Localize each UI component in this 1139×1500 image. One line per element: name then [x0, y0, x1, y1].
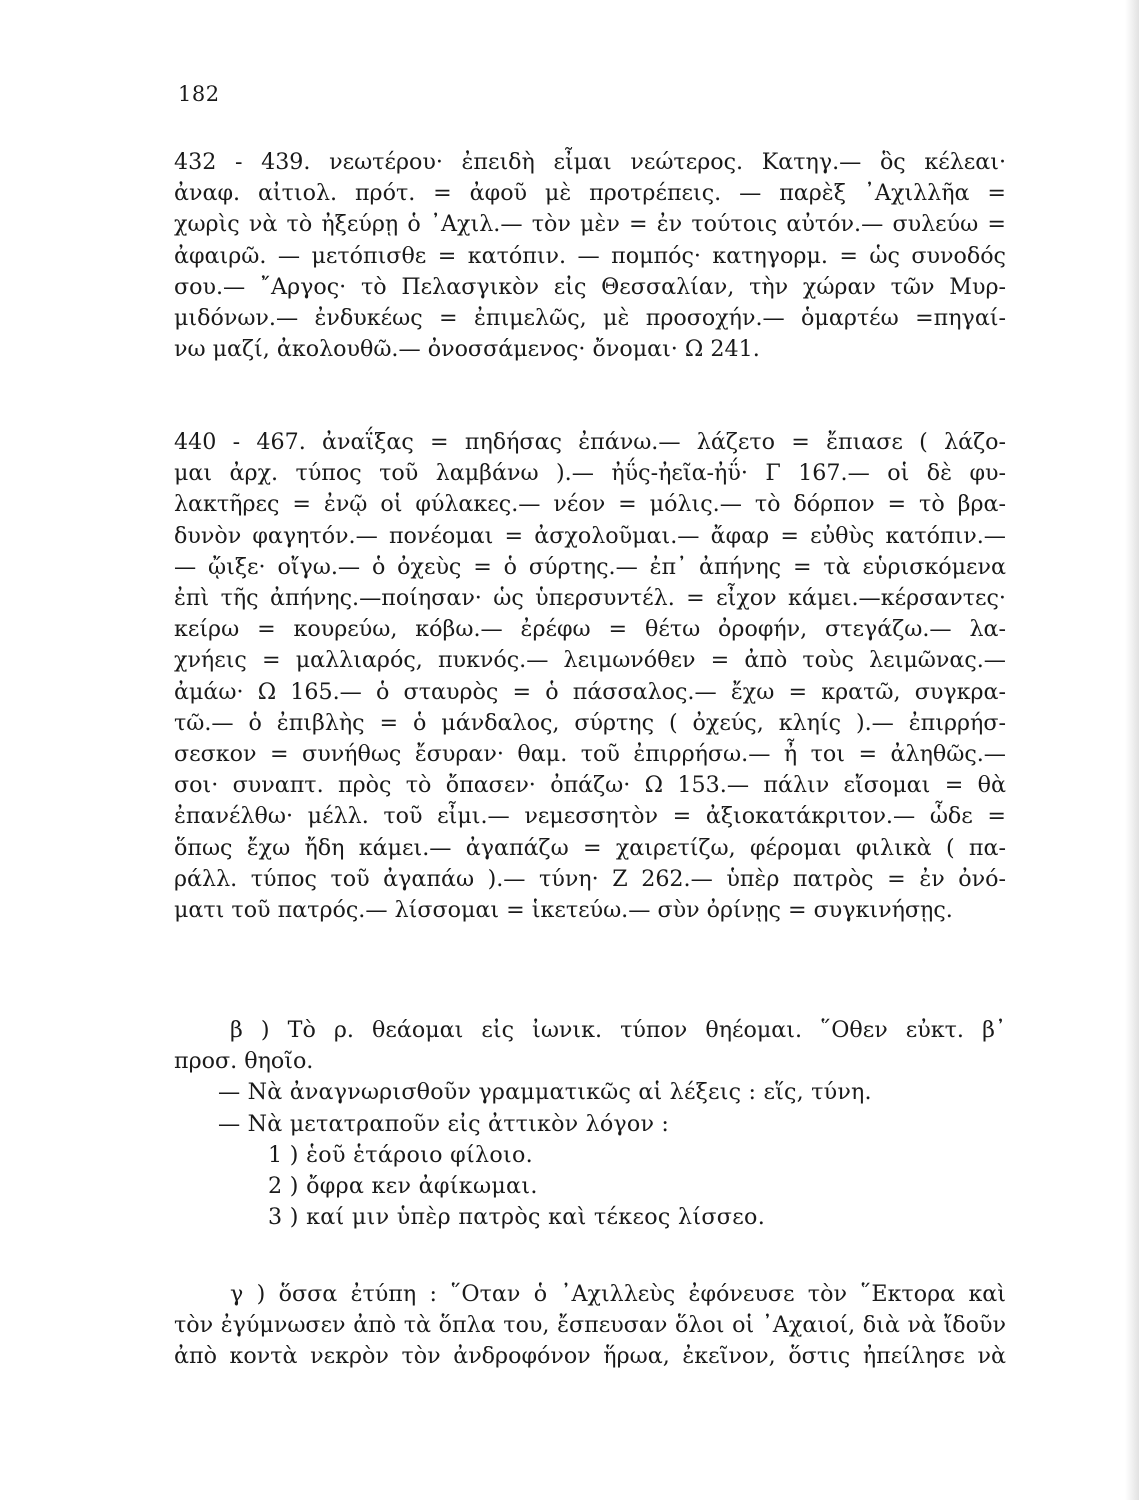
text-line: λακτῆρες = ἐνῷ οἱ φύλακες.— νέον = μόλις.— τὸ δόρπον = τὸ βρα- [174, 491, 1006, 518]
text-line: ἀπὸ κοντὰ νεκρὸν τὸν ἀνδροφόνον ἥρωα, ἐκεῖνον, ὅστις ἠπείλησε νὰ [174, 1343, 1006, 1370]
text-line: νω μαζί, ἀκολουθῶ.— ὀνοσσάμενος· ὄνομαι· Ω 241. [174, 336, 760, 363]
exercise-instruction: — Νὰ ἀναγνωρισθοῦν γραμματικῶς αἱ λέξεις : εἵς, τύνη. [218, 1079, 872, 1106]
text-line: ὅπως ἔχω ἤδη κάμει.— ἀγαπάζω = χαιρετίζω, φέρομαι φιλικὰ ( πα- [174, 834, 1006, 861]
exercise-gamma [174, 1279, 1006, 1373]
text-line: ματι τοῦ πατρός.— λίσσομαι = ἱκετεύω.— σὺν ὀρίνῃς = συγκινήσῃς. [174, 897, 953, 924]
exercise-instruction: — Νὰ μετατραποῦν εἰς ἀττικὸν λόγον : [218, 1110, 670, 1137]
text-line: προσ. θηοῖο. [174, 1048, 314, 1075]
text-line: σου.— ῎Αργος· τὸ Πελασγικὸν εἰς Θεσσαλίαν, τὴν χώραν τῶν Μυρ- [174, 273, 1006, 300]
text-line: χωρὶς νὰ τὸ ἠξεύρῃ ὁ ᾿Αχιλ.— τὸν μὲν = ἐν τούτοις αὐτόν.— συλεύω = [174, 211, 1006, 238]
page-number: 182 [178, 82, 220, 106]
text-line: κείρω = κουρεύω, κόβω.— ἐρέφω = θέτω ὀροφήν, στεγάζω.— λα- [174, 616, 1006, 643]
text-line: ἀμάω· Ω 165.— ὁ σταυρὸς = ὁ πάσσαλος.— ἔχω = κρατῶ, συγκρα- [174, 678, 1006, 705]
exercise-beta [174, 1015, 1006, 1233]
text-line: ράλλ. τύπος τοῦ ἀγαπάω ).— τύνη· Ζ 262.— ὑπὲρ πατρὸς = ἐν ὀνό- [174, 865, 1006, 892]
commentary-432-439 [174, 147, 1006, 365]
text-line: 432 - 439. νεωτέρου· ἐπειδὴ εἶμαι νεώτερος. Κατηγ.— ὃς κέλεαι· [174, 149, 1006, 175]
exercise-item: 1 ) ἑοῦ ἑτάροιο φίλοιο. [268, 1141, 534, 1168]
text-line: γ ) ὅσσα ἐτύπη : ῞Οταν ὁ ᾿Αχιλλεὺς ἐφόνευσε τὸν ῞Εκτορα καὶ [230, 1281, 1006, 1307]
text-line: τὸν ἐγύμνωσεν ἀπὸ τὰ ὅπλα του, ἔσπευσαν ὅλοι οἱ ᾿Αχαιοί, διὰ νὰ ἴδοῦν [174, 1312, 1006, 1339]
text-line: ἐπὶ τῆς ἀπήνης.—ποίησαν· ὡς ὑπερσυντέλ. = εἶχον κάμει.—κέρσαντες· [174, 585, 1006, 612]
exercise-item: 2 ) ὄφρα κεν ἀφίκωμαι. [268, 1173, 538, 1200]
text-line: τῶ.— ὁ ἐπιβλὴς = ὁ μάνδαλος, σύρτης ( ὀχεύς, κληίς ).— ἐπιρρήσ- [174, 709, 1006, 736]
text-line: ἀφαιρῶ. — μετόπισθε = κατόπιν. — πομπός· κατηγορμ. = ὡς συνοδός [174, 242, 1006, 269]
scan-edge-shadow [1125, 0, 1139, 1500]
text-line: δυνὸν φαγητόν.— πονέομαι = ἀσχολοῦμαι.— ἄφαρ = εὐθὺς κατόπιν.— [174, 522, 1006, 549]
text-line: σοι· συναπτ. πρὸς τὸ ὄπασεν· ὀπάζω· Ω 153.— πάλιν εἴσομαι = θὰ [174, 772, 1006, 799]
text-line: β ) Τὸ ρ. θεάομαι εἰς ἰωνικ. τύπον θηέομαι. ῞Οθεν εὐκτ. β᾿ [230, 1017, 1006, 1043]
commentary-440-467 [174, 427, 1006, 926]
text-line: ἐπανέλθω· μέλλ. τοῦ εἶμι.— νεμεσσητὸν = ἀξιοκατάκριτον.— ὧδε = [174, 803, 1006, 830]
text-line: σεσκον = συνήθως ἔσυραν· θαμ. τοῦ ἐπιρρήσω.— ἦ τοι = ἀληθῶς.— [174, 741, 1006, 768]
text-line: μαι ἀρχ. τύπος τοῦ λαμβάνω ).— ἠΰς-ἠεῖα-ἠΰ· Γ 167.— οἱ δὲ φυ- [174, 460, 1006, 487]
text-line: 440 - 467. ἀναΐξας = πηδήσας ἐπάνω.— λάζετο = ἔπιασε ( λάζο- [174, 429, 1006, 455]
text-line: μιδόνων.— ἐνδυκέως = ἐπιμελῶς, μὲ προσοχήν.— ὁμαρτέω =πηγαί- [174, 305, 1006, 332]
text-line: ἀναφ. αἰτιολ. πρότ. = ἀφοῦ μὲ προτρέπεις. — παρὲξ ᾿Αχιλλῆα = [174, 180, 1006, 207]
text-line: χνήεις = μαλλιαρός, πυκνός.— λειμωνόθεν = ἀπὸ τοὺς λειμῶνας.— [174, 647, 1006, 674]
text-line: — ᾤιξε· οἴγω.— ὁ ὀχεὺς = ὁ σύρτης.— ἐπ᾿ ἀπήνης = τὰ εὑρισκόμενα [174, 553, 1006, 580]
exercise-item: 3 ) καί μιν ὑπὲρ πατρὸς καὶ τέκεος λίσσεο. [268, 1204, 766, 1231]
